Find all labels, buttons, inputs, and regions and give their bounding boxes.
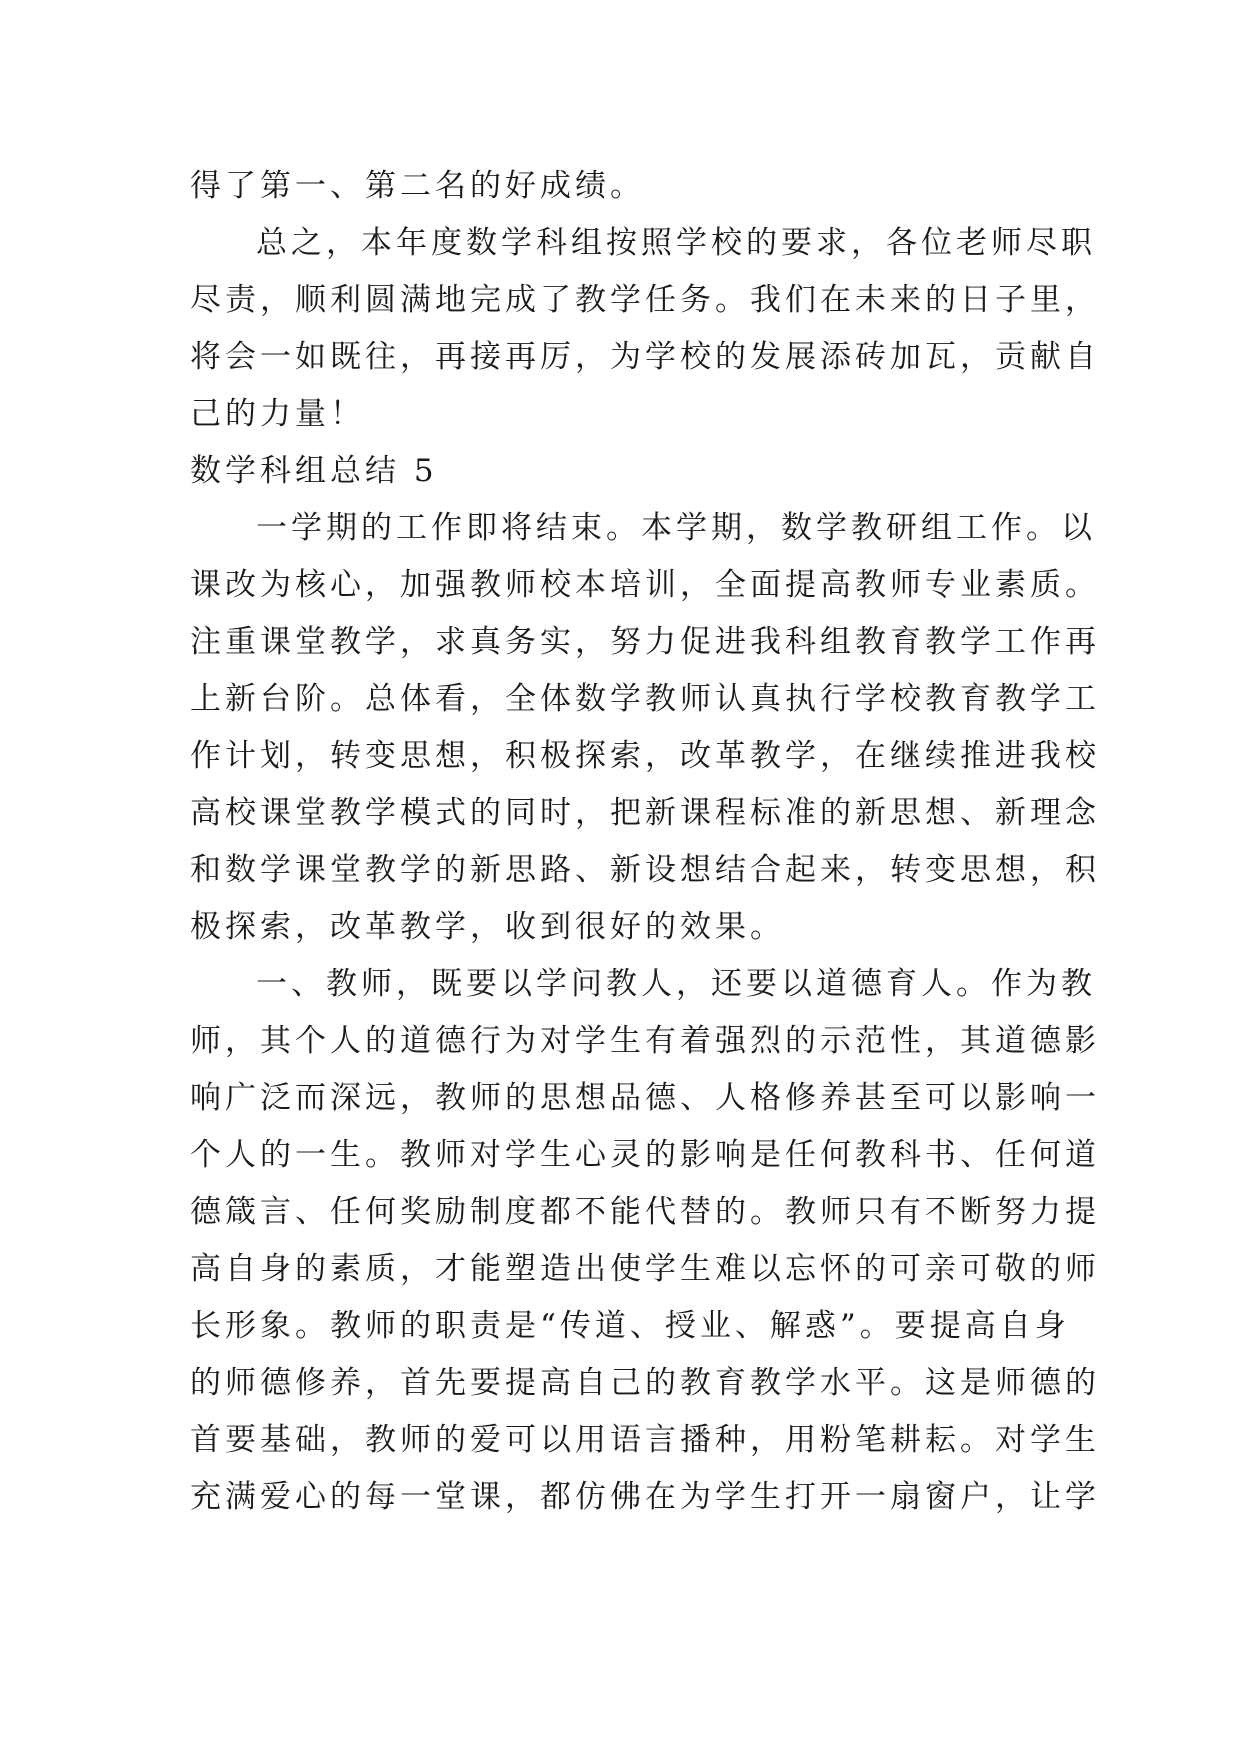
text-line: 课改为核心，加强教师校本培训，全面提高教师专业素质。 — [190, 567, 1100, 603]
text-line: 充满爱心的每一堂课，都仿佛在为学生打开一扇窗户，让学 — [190, 1479, 1100, 1515]
text-line: 上新台阶。总体看，全体数学教师认真执行学校教育教学工 — [190, 681, 1100, 717]
text-line: 高自身的素质，才能塑造出使学生难以忘怀的可亲可敬的师 — [190, 1251, 1100, 1287]
text-line: 师，其个人的道德行为对学生有着强烈的示范性，其道德影 — [190, 1023, 1100, 1059]
text-line: 尽责，顺利圆满地完成了教学任务。我们在未来的日子里， — [190, 282, 1100, 318]
text-line: 极探索，改革教学，收到很好的效果。 — [190, 909, 785, 945]
text-line: 数学科组总结 5 — [190, 453, 438, 489]
text-line: 和数学课堂教学的新思路、新设想结合起来，转变思想，积 — [190, 852, 1100, 888]
text-line: 一、教师，既要以学问教人，还要以道德育人。作为教 — [256, 966, 1096, 1002]
text-line: 长形象。教师的职责是“传道、授业、解惑”。要提高自身 — [190, 1308, 1070, 1344]
text-line: 响广泛而深远，教师的思想品德、人格修养甚至可以影响一 — [190, 1080, 1100, 1116]
text-line: 总之，本年度数学科组按照学校的要求，各位老师尽职 — [256, 225, 1096, 261]
text-line: 己的力量！ — [190, 396, 365, 432]
text-line: 个人的一生。教师对学生心灵的影响是任何教科书、任何道 — [190, 1137, 1100, 1173]
text-line: 德箴言、任何奖励制度都不能代替的。教师只有不断努力提 — [190, 1194, 1100, 1230]
document-body — [190, 158, 1100, 1526]
text-line: 的师德修养，首先要提高自己的教育教学水平。这是师德的 — [190, 1365, 1100, 1401]
text-line: 首要基础，教师的爱可以用语言播种，用粉笔耕耘。对学生 — [190, 1422, 1100, 1458]
text-line: 得了第一、第二名的好成绩。 — [190, 168, 645, 204]
text-line: 一学期的工作即将结束。本学期，数学教研组工作。以 — [256, 510, 1096, 546]
text-line: 将会一如既往，再接再厉，为学校的发展添砖加瓦，贡献自 — [190, 339, 1100, 375]
text-line: 作计划，转变思想，积极探索，改革教学，在继续推进我校 — [190, 738, 1100, 774]
text-line: 注重课堂教学，求真务实，努力促进我科组教育教学工作再 — [190, 624, 1100, 660]
text-line: 高校课堂教学模式的同时，把新课程标准的新思想、新理念 — [190, 795, 1100, 831]
